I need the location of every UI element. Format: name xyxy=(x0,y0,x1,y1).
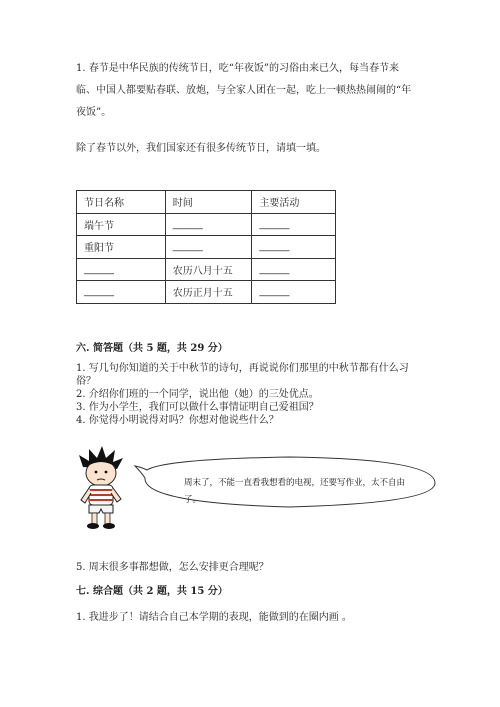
list-item: 3. 作为小学生，我们可以做什么事情证明自己爱祖国？ xyxy=(76,402,319,413)
table-cell: 重阳节 xyxy=(77,236,166,259)
table-header: 时间 xyxy=(165,191,252,214)
table-cell-blank[interactable]: ______ xyxy=(252,213,336,236)
festival-table xyxy=(76,190,336,304)
table-cell: 农历八月十五 xyxy=(165,258,252,281)
table-cell: 端午节 xyxy=(77,213,166,236)
list-item: 1. 写几句你知道的关于中秋节的诗句，再说说你们那里的中秋节都有什么习俗？ xyxy=(76,363,409,387)
table-cell-blank[interactable]: ______ xyxy=(252,281,336,304)
table-header: 主要活动 xyxy=(252,191,336,214)
table-row xyxy=(77,236,336,259)
speech-bubble-text: 周末了，不能一直看我想看的电视，还要写作业，太不自由了。 xyxy=(184,478,406,505)
table-cell-blank[interactable]: ______ xyxy=(252,236,336,259)
table-row xyxy=(77,213,336,236)
section-7-title: 七. 综合题（共 2 题，共 15 分） xyxy=(76,586,228,597)
table-row xyxy=(77,281,336,304)
table-cell: 农历正月十五 xyxy=(165,281,252,304)
table-header-row xyxy=(77,191,336,214)
question-1-prompt: 除了春节以外，我们国家还有很多传统节日，请填一填。 xyxy=(76,143,326,154)
table-cell-blank[interactable]: ______ xyxy=(165,236,252,259)
question-list xyxy=(76,362,421,427)
section-6-title: 六. 简答题（共 5 题，共 29 分） xyxy=(76,343,228,354)
table-cell-blank[interactable]: ______ xyxy=(77,281,166,304)
question-1-text: 1. 春节是中华民族的传统节日，吃“年夜饭”的习俗由来已久，每当春节来临、中国人都要贴春联、放炮，与全家人团在一起，吃上一顿热热闹闹的“年夜饭”。 xyxy=(76,63,412,118)
table-header: 节日名称 xyxy=(77,191,166,214)
table-cell-blank[interactable]: ______ xyxy=(77,258,166,281)
table-cell-blank[interactable]: ______ xyxy=(252,258,336,281)
table-row xyxy=(77,258,336,281)
question-7-1-text: 1. 我进步了！请结合自己本学期的表现，能做到的在圈内画 。 xyxy=(76,612,352,623)
list-item: 2. 介绍你们班的一个同学，说出他（她）的三处优点。 xyxy=(76,389,319,400)
list-item: 4. 你觉得小明说得对吗？你想对他说些什么？ xyxy=(76,415,279,426)
cartoon-boy-icon xyxy=(79,446,123,529)
question-5-text: 5. 周末很多事都想做，怎么安排更合理呢？ xyxy=(76,562,269,573)
table-cell-blank[interactable]: ______ xyxy=(165,213,252,236)
